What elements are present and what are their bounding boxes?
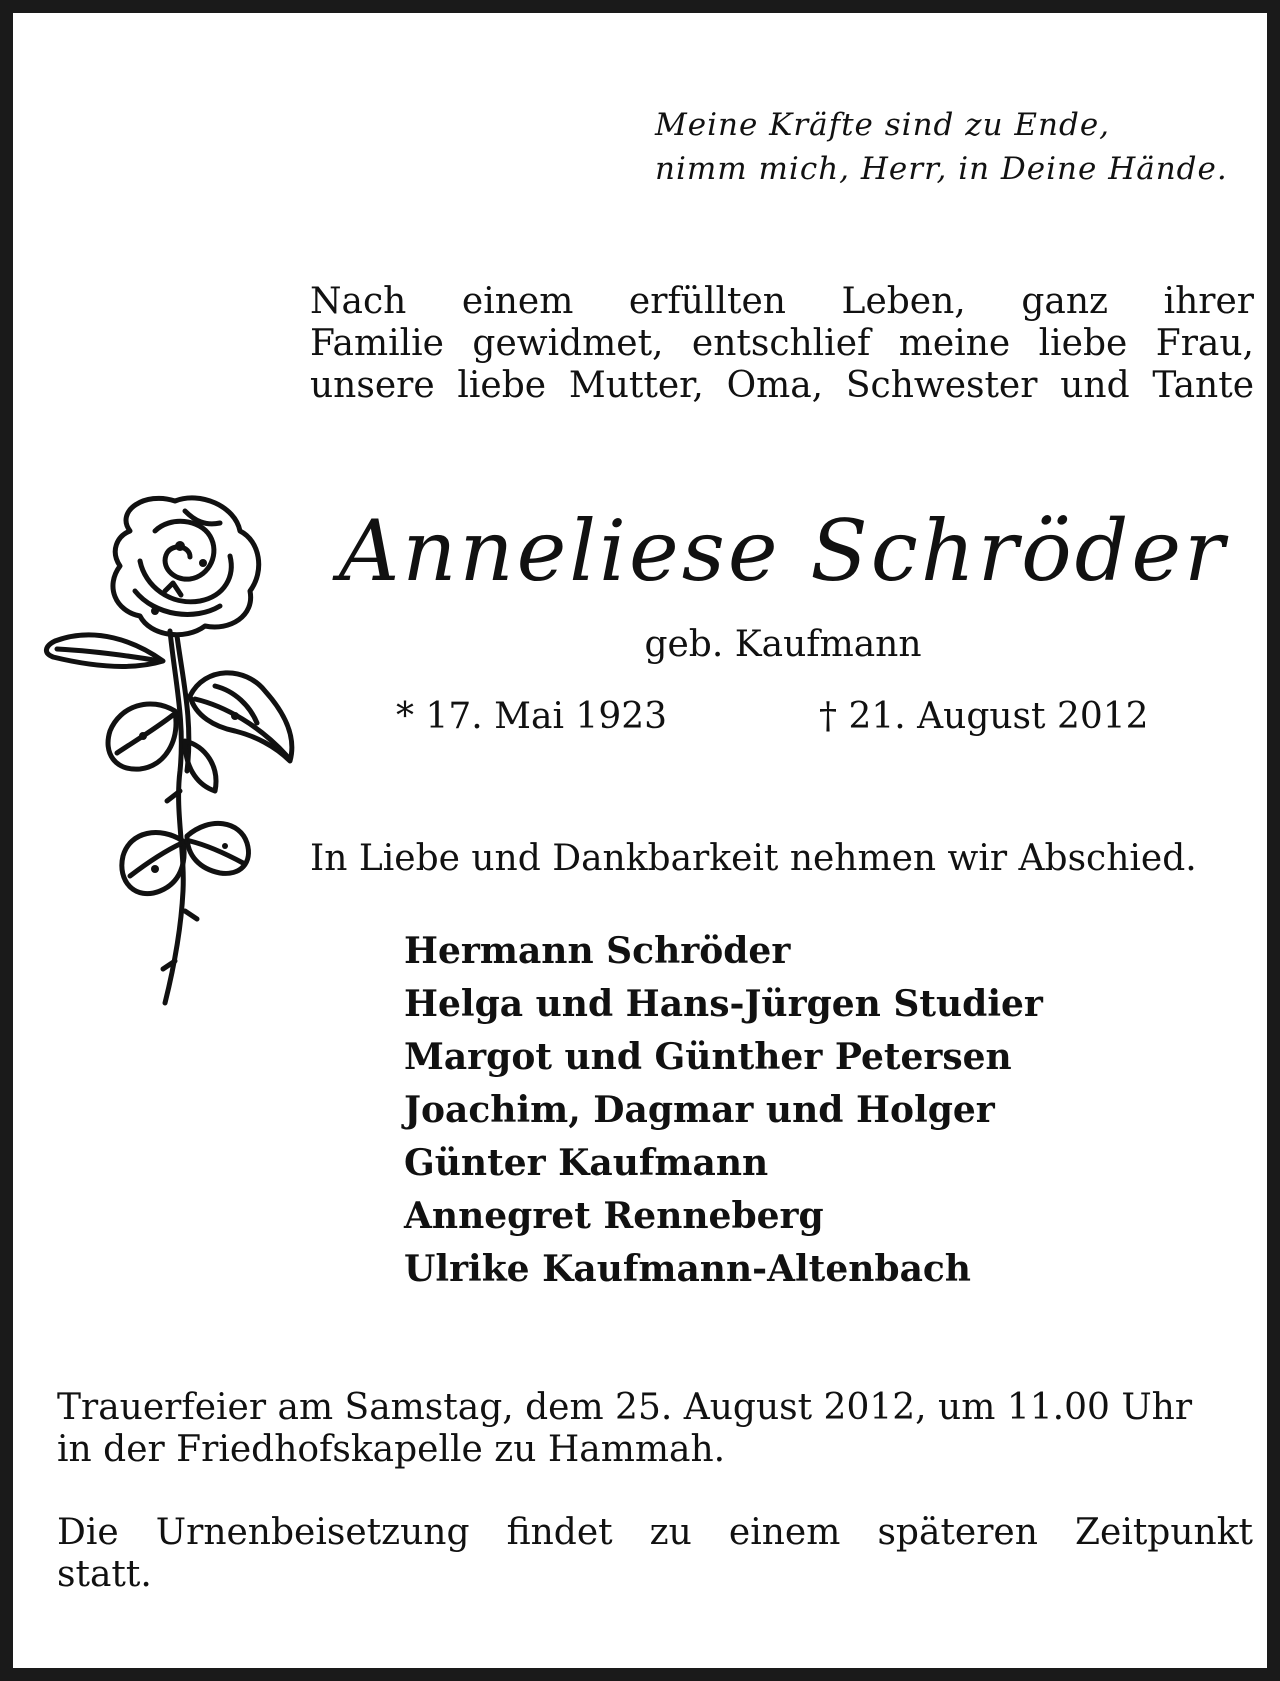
mourners-list <box>404 925 1224 1296</box>
mourner-name: Ulrike Kaufmann-Altenbach <box>404 1248 971 1290</box>
urn-line-1: Die Urnenbeisetzung findet zu einem späteren Zeitpunkt <box>57 1512 1253 1553</box>
intro-line-1: Nach einem erfüllten Leben, ganz ihrer <box>310 281 1254 322</box>
funeral-service-info <box>57 1387 1253 1471</box>
mourner-name: Joachim, Dagmar und Holger <box>404 1089 995 1131</box>
rose-icon <box>35 491 310 1011</box>
verse-line-2: nimm mich, Herr, in Deine Hände. <box>655 151 1228 187</box>
intro-line-3: unsere liebe Mutter, Oma, Schwester und Tante <box>310 365 1254 406</box>
bible-verse <box>655 103 1265 191</box>
mourner-name: Annegret Renneberg <box>404 1195 824 1237</box>
death-date: † 21. August 2012 <box>819 696 1149 737</box>
service-line-1: Trauerfeier am Samstag, dem 25. August 2012, um 11.00 Uhr <box>57 1387 1193 1428</box>
urn-burial-info <box>57 1512 1253 1596</box>
intro-line-2: Familie gewidmet, entschlief meine liebe Frau, <box>310 323 1254 364</box>
mourner-name: Helga und Hans-Jürgen Studier <box>404 983 1043 1025</box>
deceased-name: Anneliese Schröder <box>338 502 1228 600</box>
service-line-2: in der Friedhofskapelle zu Hammah. <box>57 1429 726 1470</box>
mourner-name: Günter Kaufmann <box>404 1142 769 1184</box>
mourner-name: Margot und Günther Petersen <box>404 1036 1012 1078</box>
mourner-name: Hermann Schröder <box>404 930 791 972</box>
urn-line-2: statt. <box>57 1554 152 1595</box>
birth-date: * 17. Mai 1923 <box>396 696 668 737</box>
farewell-text: In Liebe und Dankbarkeit nehmen wir Abschied. <box>310 838 1197 879</box>
maiden-name: geb. Kaufmann <box>644 624 922 665</box>
intro-text <box>310 281 1254 407</box>
verse-line-1: Meine Kräfte sind zu Ende, <box>655 107 1111 143</box>
